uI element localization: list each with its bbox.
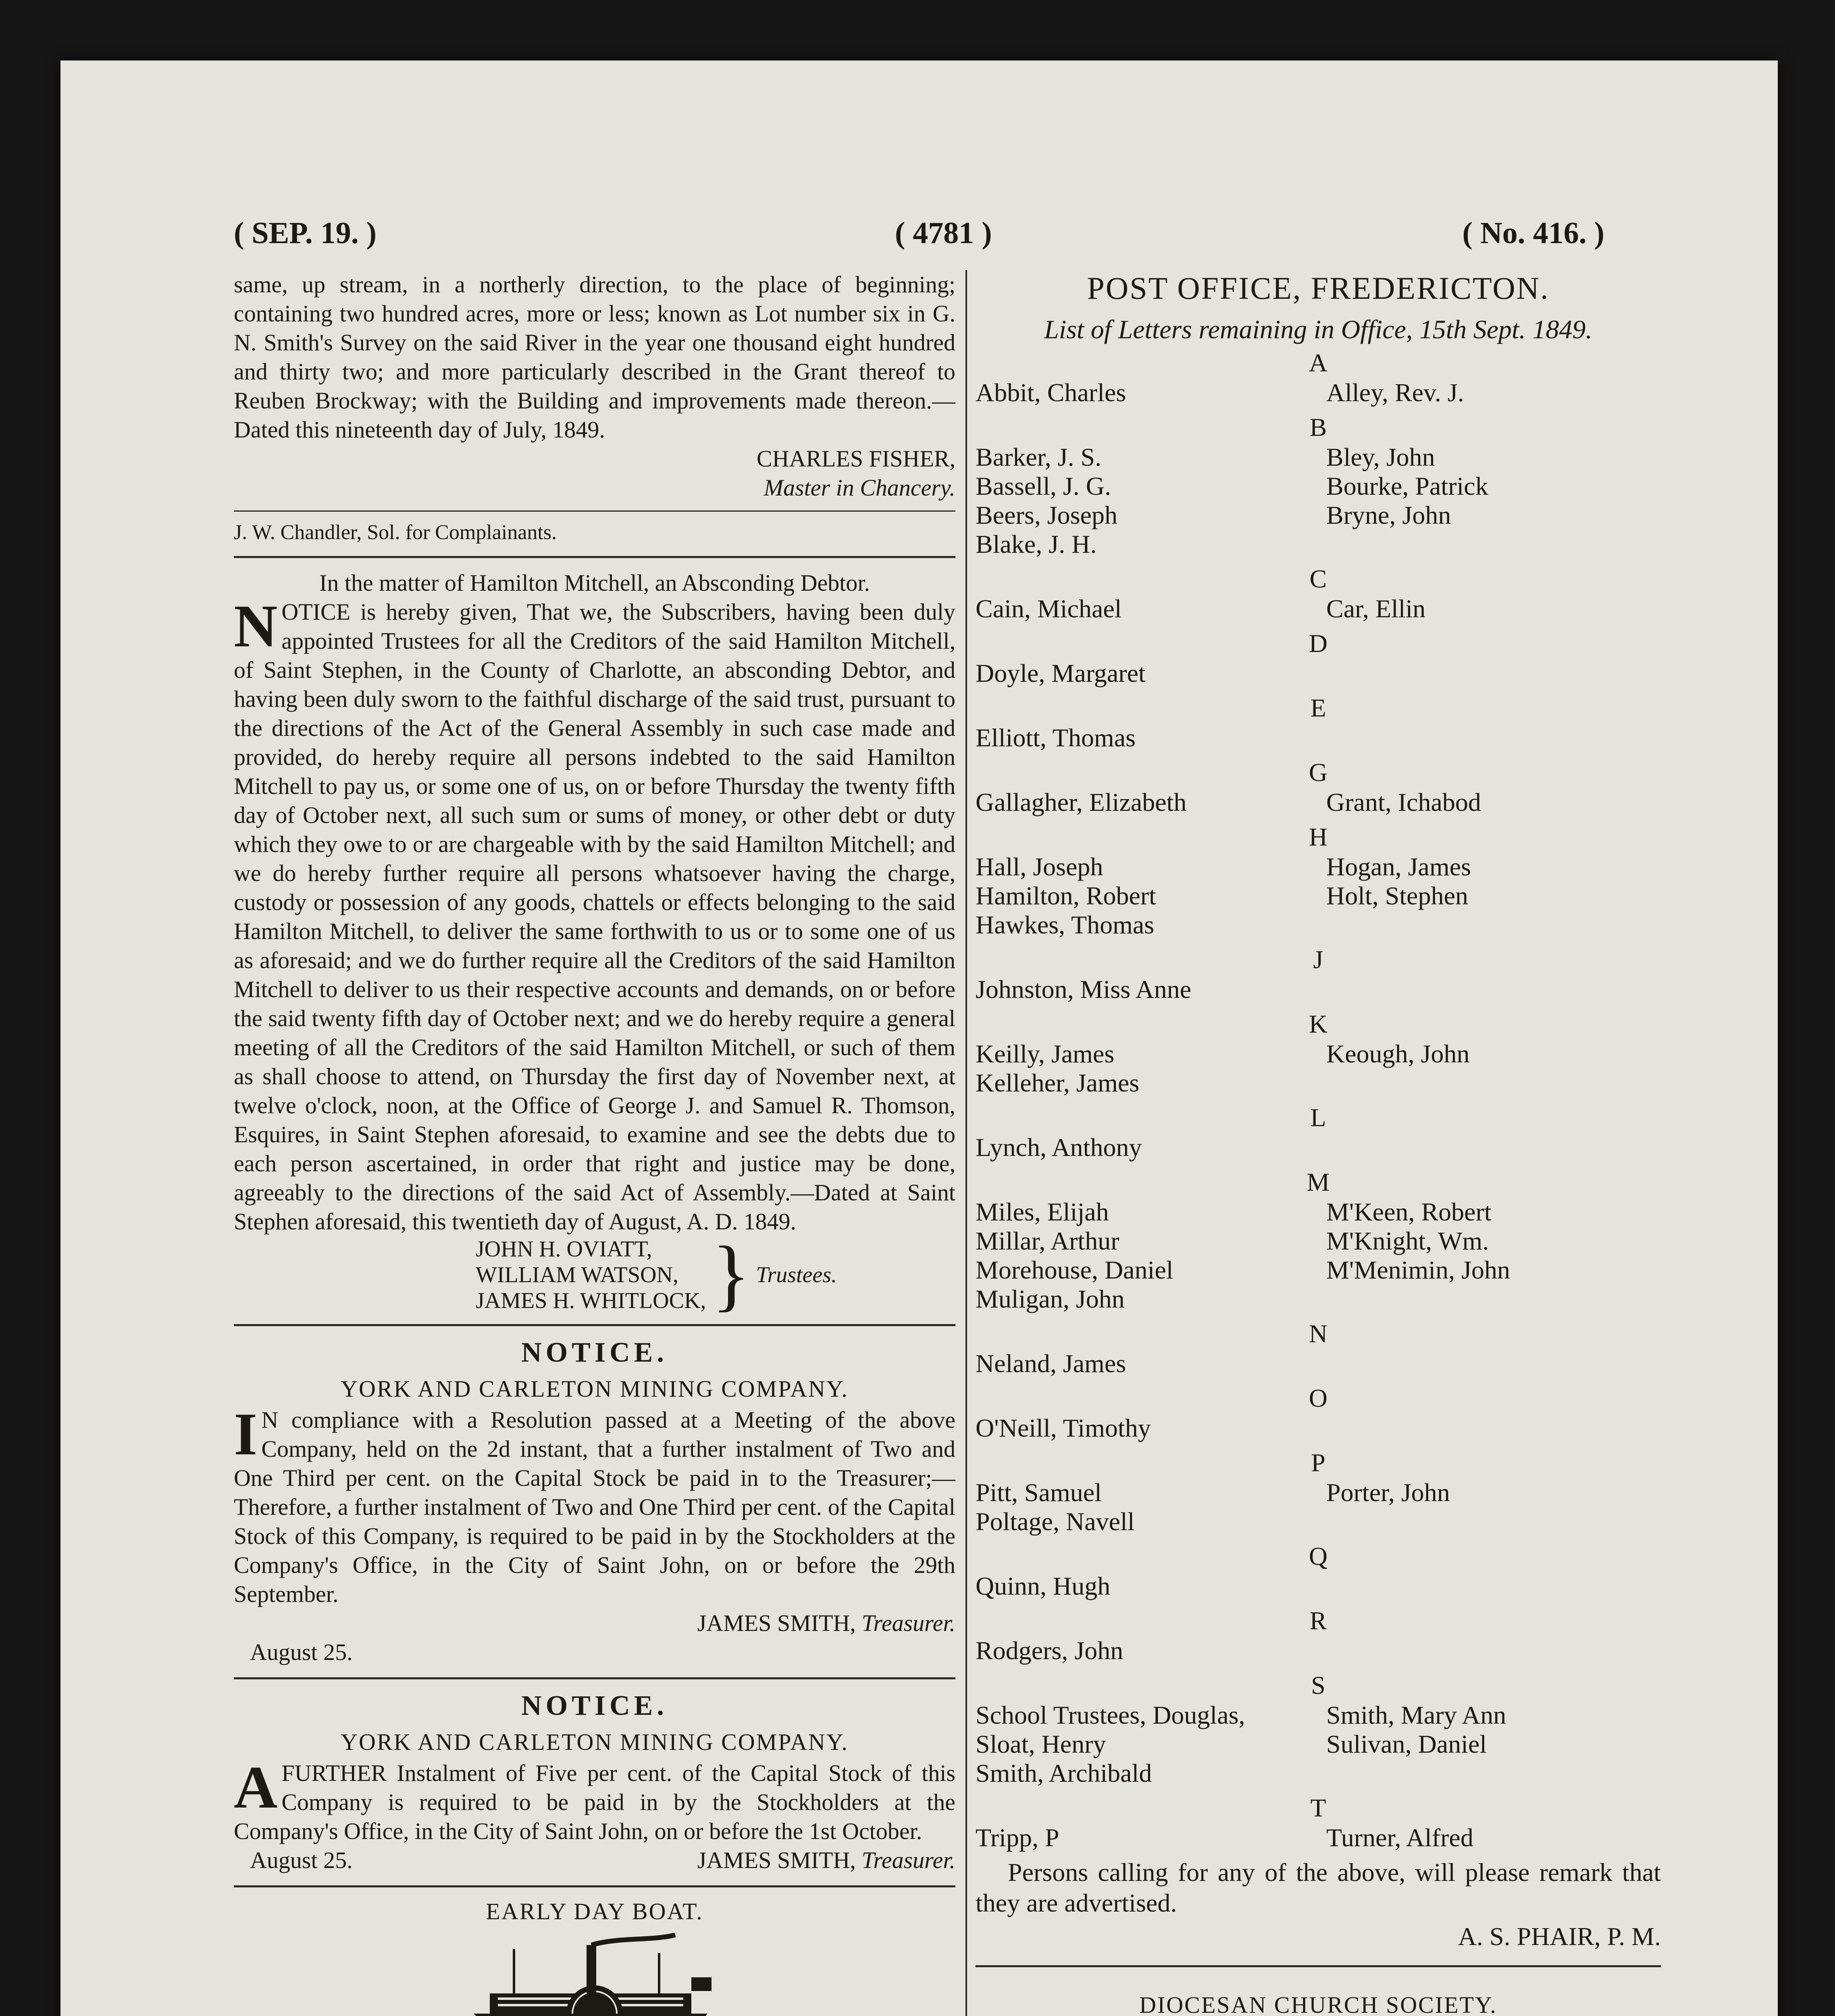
group-letter: N xyxy=(1309,1319,1328,1348)
dropcap: A xyxy=(234,1754,278,1821)
names-grid xyxy=(976,1039,1661,1098)
addressee-name xyxy=(1326,1414,1661,1443)
group-letter: E xyxy=(1310,694,1326,722)
addressee-name: Porter, John xyxy=(1326,1478,1450,1507)
addressee-name: Bourke, Patrick xyxy=(1326,472,1488,500)
letter-group xyxy=(976,944,1661,1004)
addressee-name: School Trustees, Douglas, xyxy=(976,1701,1245,1729)
addressee-name xyxy=(1326,723,1661,752)
brace: } xyxy=(712,1230,751,1319)
addressee-name: Rodgers, John xyxy=(976,1636,1123,1665)
addressee-name xyxy=(1326,910,1661,939)
steamer-advert xyxy=(234,1898,955,2016)
addressee-name: Bley, John xyxy=(1326,443,1435,471)
chancery-signer-title: Master in Chancery. xyxy=(764,475,955,501)
mining-notice-2 xyxy=(234,1690,955,1875)
letter-group xyxy=(976,1383,1661,1443)
mining-notice-1 xyxy=(234,1337,955,1667)
notice-heading: NOTICE. xyxy=(521,1690,668,1721)
divider xyxy=(234,510,955,512)
addressee-name: Hall, Joseph xyxy=(976,852,1103,881)
group-letter: D xyxy=(1309,629,1328,658)
group-letter: H xyxy=(1309,823,1328,851)
addressee-name: Barker, J. S. xyxy=(976,443,1102,471)
addressee-name: Kelleher, James xyxy=(976,1068,1140,1097)
names-grid xyxy=(976,1572,1661,1601)
names-grid xyxy=(976,723,1661,752)
steamboat-illustration xyxy=(466,1933,724,2016)
addressee-name: Sloat, Henry xyxy=(976,1730,1106,1758)
addressee-name: Doyle, Margaret xyxy=(976,659,1146,687)
addressee-name xyxy=(1326,530,1661,559)
letter-group xyxy=(976,693,1661,752)
addressee-name xyxy=(1326,1133,1661,1162)
trustee-name: JAMES H. WHITLOCK, xyxy=(476,1288,706,1313)
addressee-name: Gallagher, Elizabeth xyxy=(976,788,1187,816)
addressee-name: Millar, Arthur xyxy=(976,1227,1119,1255)
divider xyxy=(976,1965,1661,1967)
addressee-name: Alley, Rev. J. xyxy=(1326,378,1464,407)
addressee-name xyxy=(1326,1636,1661,1665)
letter-group xyxy=(976,1606,1661,1665)
company-name: YORK AND CARLETON MINING COMPANY. xyxy=(341,1729,849,1755)
addressee-name: Morehouse, Daniel xyxy=(976,1256,1173,1284)
addressee-name: Car, Ellin xyxy=(1326,594,1426,623)
addressee-name: M'Keen, Robert xyxy=(1326,1198,1492,1226)
group-letter: Q xyxy=(1309,1542,1328,1570)
notice-date: August 25. xyxy=(250,1847,353,1873)
addressee-name xyxy=(1326,1507,1661,1536)
addressee-name xyxy=(1326,1759,1661,1788)
header-date: ( SEP. 19. ) xyxy=(234,216,377,250)
group-letter: M xyxy=(1307,1168,1330,1196)
names-grid xyxy=(976,659,1661,688)
addressee-name: Abbit, Charles xyxy=(976,378,1126,407)
left-column xyxy=(234,270,955,2016)
solicitor-line: J. W. Chandler, Sol. for Complainants. xyxy=(234,521,557,544)
company-name: YORK AND CARLETON MINING COMPANY. xyxy=(341,1376,849,1402)
column-divider xyxy=(965,270,967,2016)
names-grid xyxy=(976,1823,1661,1852)
mitchell-text xyxy=(234,593,955,1236)
group-letter: P xyxy=(1311,1448,1325,1477)
notice-date: August 25. xyxy=(250,1639,353,1665)
trustee-name: WILLIAM WATSON, xyxy=(476,1262,678,1287)
addressee-name: Elliott, Thomas xyxy=(976,723,1136,752)
letter-group xyxy=(976,1541,1661,1601)
page-header xyxy=(234,216,1604,260)
gazette-page xyxy=(60,60,1778,2016)
addressee-name: Hawkes, Thomas xyxy=(976,910,1155,939)
mitchell-title: In the matter of Hamilton Mitchell, an Absconding Debtor. xyxy=(319,570,870,596)
mitchell-notice xyxy=(234,569,955,1319)
addressee-name: Lynch, Anthony xyxy=(976,1133,1142,1162)
addressee-name: Neland, James xyxy=(976,1349,1126,1378)
addressee-name xyxy=(1326,975,1661,1004)
letter-group xyxy=(976,1447,1661,1536)
addressee-name xyxy=(1326,1349,1661,1378)
group-letter: K xyxy=(1309,1010,1328,1038)
addressee-name: Beers, Joseph xyxy=(976,501,1117,529)
notice-signer: JAMES SMITH, Treasurer. xyxy=(697,1610,955,1636)
divider xyxy=(234,1885,955,1887)
notice-heading: NOTICE. xyxy=(521,1337,668,1368)
letter-group xyxy=(976,1318,1661,1378)
addressee-name: Miles, Elijah xyxy=(976,1198,1109,1226)
letter-group xyxy=(976,1167,1661,1314)
notice-text xyxy=(234,1754,955,1846)
chancery-signer: CHARLES FISHER, xyxy=(756,446,955,472)
addressee-name: Johnston, Miss Anne xyxy=(976,975,1192,1004)
addressee-name: Pitt, Samuel xyxy=(976,1478,1102,1507)
names-grid xyxy=(976,788,1661,817)
names-grid xyxy=(976,378,1661,407)
chancery-text: same, up stream, in a northerly direction, to the place of beginning; containing two hundred acres, more or less; known as Lot number six in G. N. Smith's Survey on the said River in the year one thousand eight hundred and thirty two; and more particularly described in the Grant thereof to Reuben Brockway; with the Building and improvements made thereon.—Dated this nineteenth day of July, 1849. xyxy=(234,271,955,443)
names-grid xyxy=(976,852,1661,939)
steamer-title: EARLY DAY BOAT. xyxy=(486,1898,703,1924)
divider xyxy=(234,1324,955,1326)
letter-group xyxy=(976,757,1661,817)
addressee-name xyxy=(1326,1068,1661,1098)
addressee-name: Hogan, James xyxy=(1326,852,1471,881)
addressee-name: Bassell, J. G. xyxy=(976,472,1111,500)
names-grid xyxy=(976,443,1661,559)
dropcap: I xyxy=(234,1401,258,1468)
notice-body: FURTHER Instalment of Five per cent. of the Capital Stock of this Company is required to be paid in by the Stockholders at the Company's Office, in the City of Saint John, on or before the 1st October. xyxy=(234,1760,955,1844)
addressee-name: M'Menimin, John xyxy=(1326,1256,1510,1284)
letter-group xyxy=(976,564,1661,623)
letter-group xyxy=(976,1009,1661,1098)
addressee-name: Quinn, Hugh xyxy=(976,1572,1111,1600)
letter-group xyxy=(976,412,1661,559)
diocesan-notice xyxy=(976,1991,1661,2016)
group-letter: S xyxy=(1311,1671,1325,1699)
group-letter: G xyxy=(1309,758,1328,787)
group-letter: T xyxy=(1310,1793,1326,1822)
letter-group xyxy=(976,1670,1661,1788)
addressee-name: Smith, Archibald xyxy=(976,1759,1152,1787)
letter-group xyxy=(976,628,1661,688)
addressee-name: Blake, J. H. xyxy=(976,530,1097,558)
names-grid xyxy=(976,594,1661,623)
addressee-name: Bryne, John xyxy=(1326,501,1451,529)
addressee-name: Keilly, James xyxy=(976,1039,1115,1068)
trustees-block xyxy=(476,1230,955,1319)
letter-group xyxy=(976,348,1661,407)
addressee-name: M'Knight, Wm. xyxy=(1326,1227,1489,1255)
addressee-name: Smith, Mary Ann xyxy=(1326,1701,1506,1729)
post-office-title: POST OFFICE, FREDERICTON. xyxy=(1087,271,1550,306)
divider xyxy=(234,1677,955,1679)
names-grid xyxy=(976,975,1661,1004)
trustee-name: JOHN H. OVIATT, xyxy=(476,1237,652,1262)
addressee-name: Holt, Stephen xyxy=(1326,881,1468,910)
dropcap: N xyxy=(234,593,278,660)
group-letter: J xyxy=(1313,945,1323,974)
post-office-subtitle: List of Letters remaining in Office, 15th Sept. 1849. xyxy=(1044,315,1592,344)
letter-group xyxy=(976,822,1661,939)
addressee-name: Keough, John xyxy=(1326,1039,1470,1068)
names-grid xyxy=(976,1349,1661,1378)
header-page-number: ( 4781 ) xyxy=(895,216,992,250)
addressee-name xyxy=(1326,1285,1661,1314)
header-issue-number: ( No. 416. ) xyxy=(1462,216,1604,250)
notice-signer: JAMES SMITH, Treasurer. xyxy=(697,1847,955,1873)
right-column xyxy=(976,270,1661,2016)
group-letter: C xyxy=(1309,564,1327,593)
addressee-name: Sulivan, Daniel xyxy=(1326,1730,1487,1758)
notice-body: N compliance with a Resolution passed at a Meeting of the above Company, held on the 2d instant, that a further instalment of Two and One Third per cent. on the Capital Stock be paid in to the Treasurer;—Therefore, a further instalment of Two and One Third per cent. of the Capital Stock of this Company, is required to be paid in by the Stockholders at the Company's Office, in the City of Saint John, on or before the 29th September. xyxy=(234,1407,955,1607)
addressee-name: Poltage, Navell xyxy=(976,1507,1135,1536)
mitchell-body: OTICE is hereby given, That we, the Subscribers, having been duly appointed Trustees for all the Creditors of the said Hamilton Mitchell, of Saint Stephen, in the County of Charlotte, an absconding Debtor, and having been duly sworn to the faithful discharge of the said trust, pursuant to the directions of the Act of the General Assembly in such case made and provided, do hereby require all persons indebted to the said Hamilton Mitchell to pay us, or some one of us, on or before Thursday the twenty fifth day of October next, all such sum or sums of money, or other debt or duty which they owe to or are chargeable with by the said Hamilton Mitchell; and we do hereby further require all persons whatsoever having the charge, custody or possession of any goods, chattels or effects belonging to the said Hamilton Mitchell, to deliver the same forthwith to us or to some one of us as aforesaid; and we do further require all the Creditors of the said Hamilton Mitchell to deliver to us their respective accounts and demands, on or before the said twenty fifth day of October next; and we do hereby require a general meeting of all the Creditors of the said Hamilton Mitchell, or such of them as shall choose to attend, on Thursday the first day of November next, at twelve o'clock, noon, at the Office of George J. and Samuel R. Thomson, Esquires, in Saint Stephen aforesaid, to examine and see the debts due to each person ascertained, in order that right and justice may be done, agreeably to the directions of the said Act of Assembly.—Dated at Saint Stephen aforesaid, this twentieth day of August, A. D. 1849. xyxy=(234,599,955,1235)
addressee-name: Cain, Michael xyxy=(976,594,1122,623)
notice-text xyxy=(234,1401,955,1609)
group-letter: R xyxy=(1309,1606,1327,1635)
divider xyxy=(234,556,955,558)
letter-group xyxy=(976,1793,1661,1852)
addressee-name: Tripp, P xyxy=(976,1823,1059,1852)
names-grid xyxy=(976,1636,1661,1665)
addressee-name: O'Neill, Timothy xyxy=(976,1414,1151,1442)
post-office-signer: A. S. PHAIR, P. M. xyxy=(1458,1922,1661,1951)
diocesan-title: DIOCESAN CHURCH SOCIETY. xyxy=(1139,1992,1497,2016)
group-letter: O xyxy=(1309,1384,1328,1412)
addressee-name xyxy=(1326,1572,1661,1601)
group-letter: L xyxy=(1310,1103,1326,1132)
post-office-list xyxy=(976,270,1661,1955)
notice-footer xyxy=(234,1846,955,1875)
letter-groups xyxy=(976,348,1661,1852)
addressee-name: Grant, Ichabod xyxy=(1326,788,1481,816)
addressee-name: Hamilton, Robert xyxy=(976,881,1156,910)
names-grid xyxy=(976,1701,1661,1788)
names-grid xyxy=(976,1198,1661,1314)
letter-group xyxy=(976,1102,1661,1162)
names-grid xyxy=(976,1133,1661,1162)
chancery-notice xyxy=(234,270,955,546)
trustees-label: Trustees. xyxy=(756,1262,837,1287)
addressee-name: Turner, Alfred xyxy=(1326,1823,1473,1852)
post-office-closing: Persons calling for any of the above, will please remark that they are advertised. xyxy=(976,1858,1661,1917)
addressee-name: Muligan, John xyxy=(976,1285,1125,1313)
addressee-name xyxy=(1326,659,1661,688)
group-letter: A xyxy=(1309,348,1328,377)
group-letter: B xyxy=(1309,413,1327,442)
names-grid xyxy=(976,1414,1661,1443)
names-grid xyxy=(976,1478,1661,1536)
